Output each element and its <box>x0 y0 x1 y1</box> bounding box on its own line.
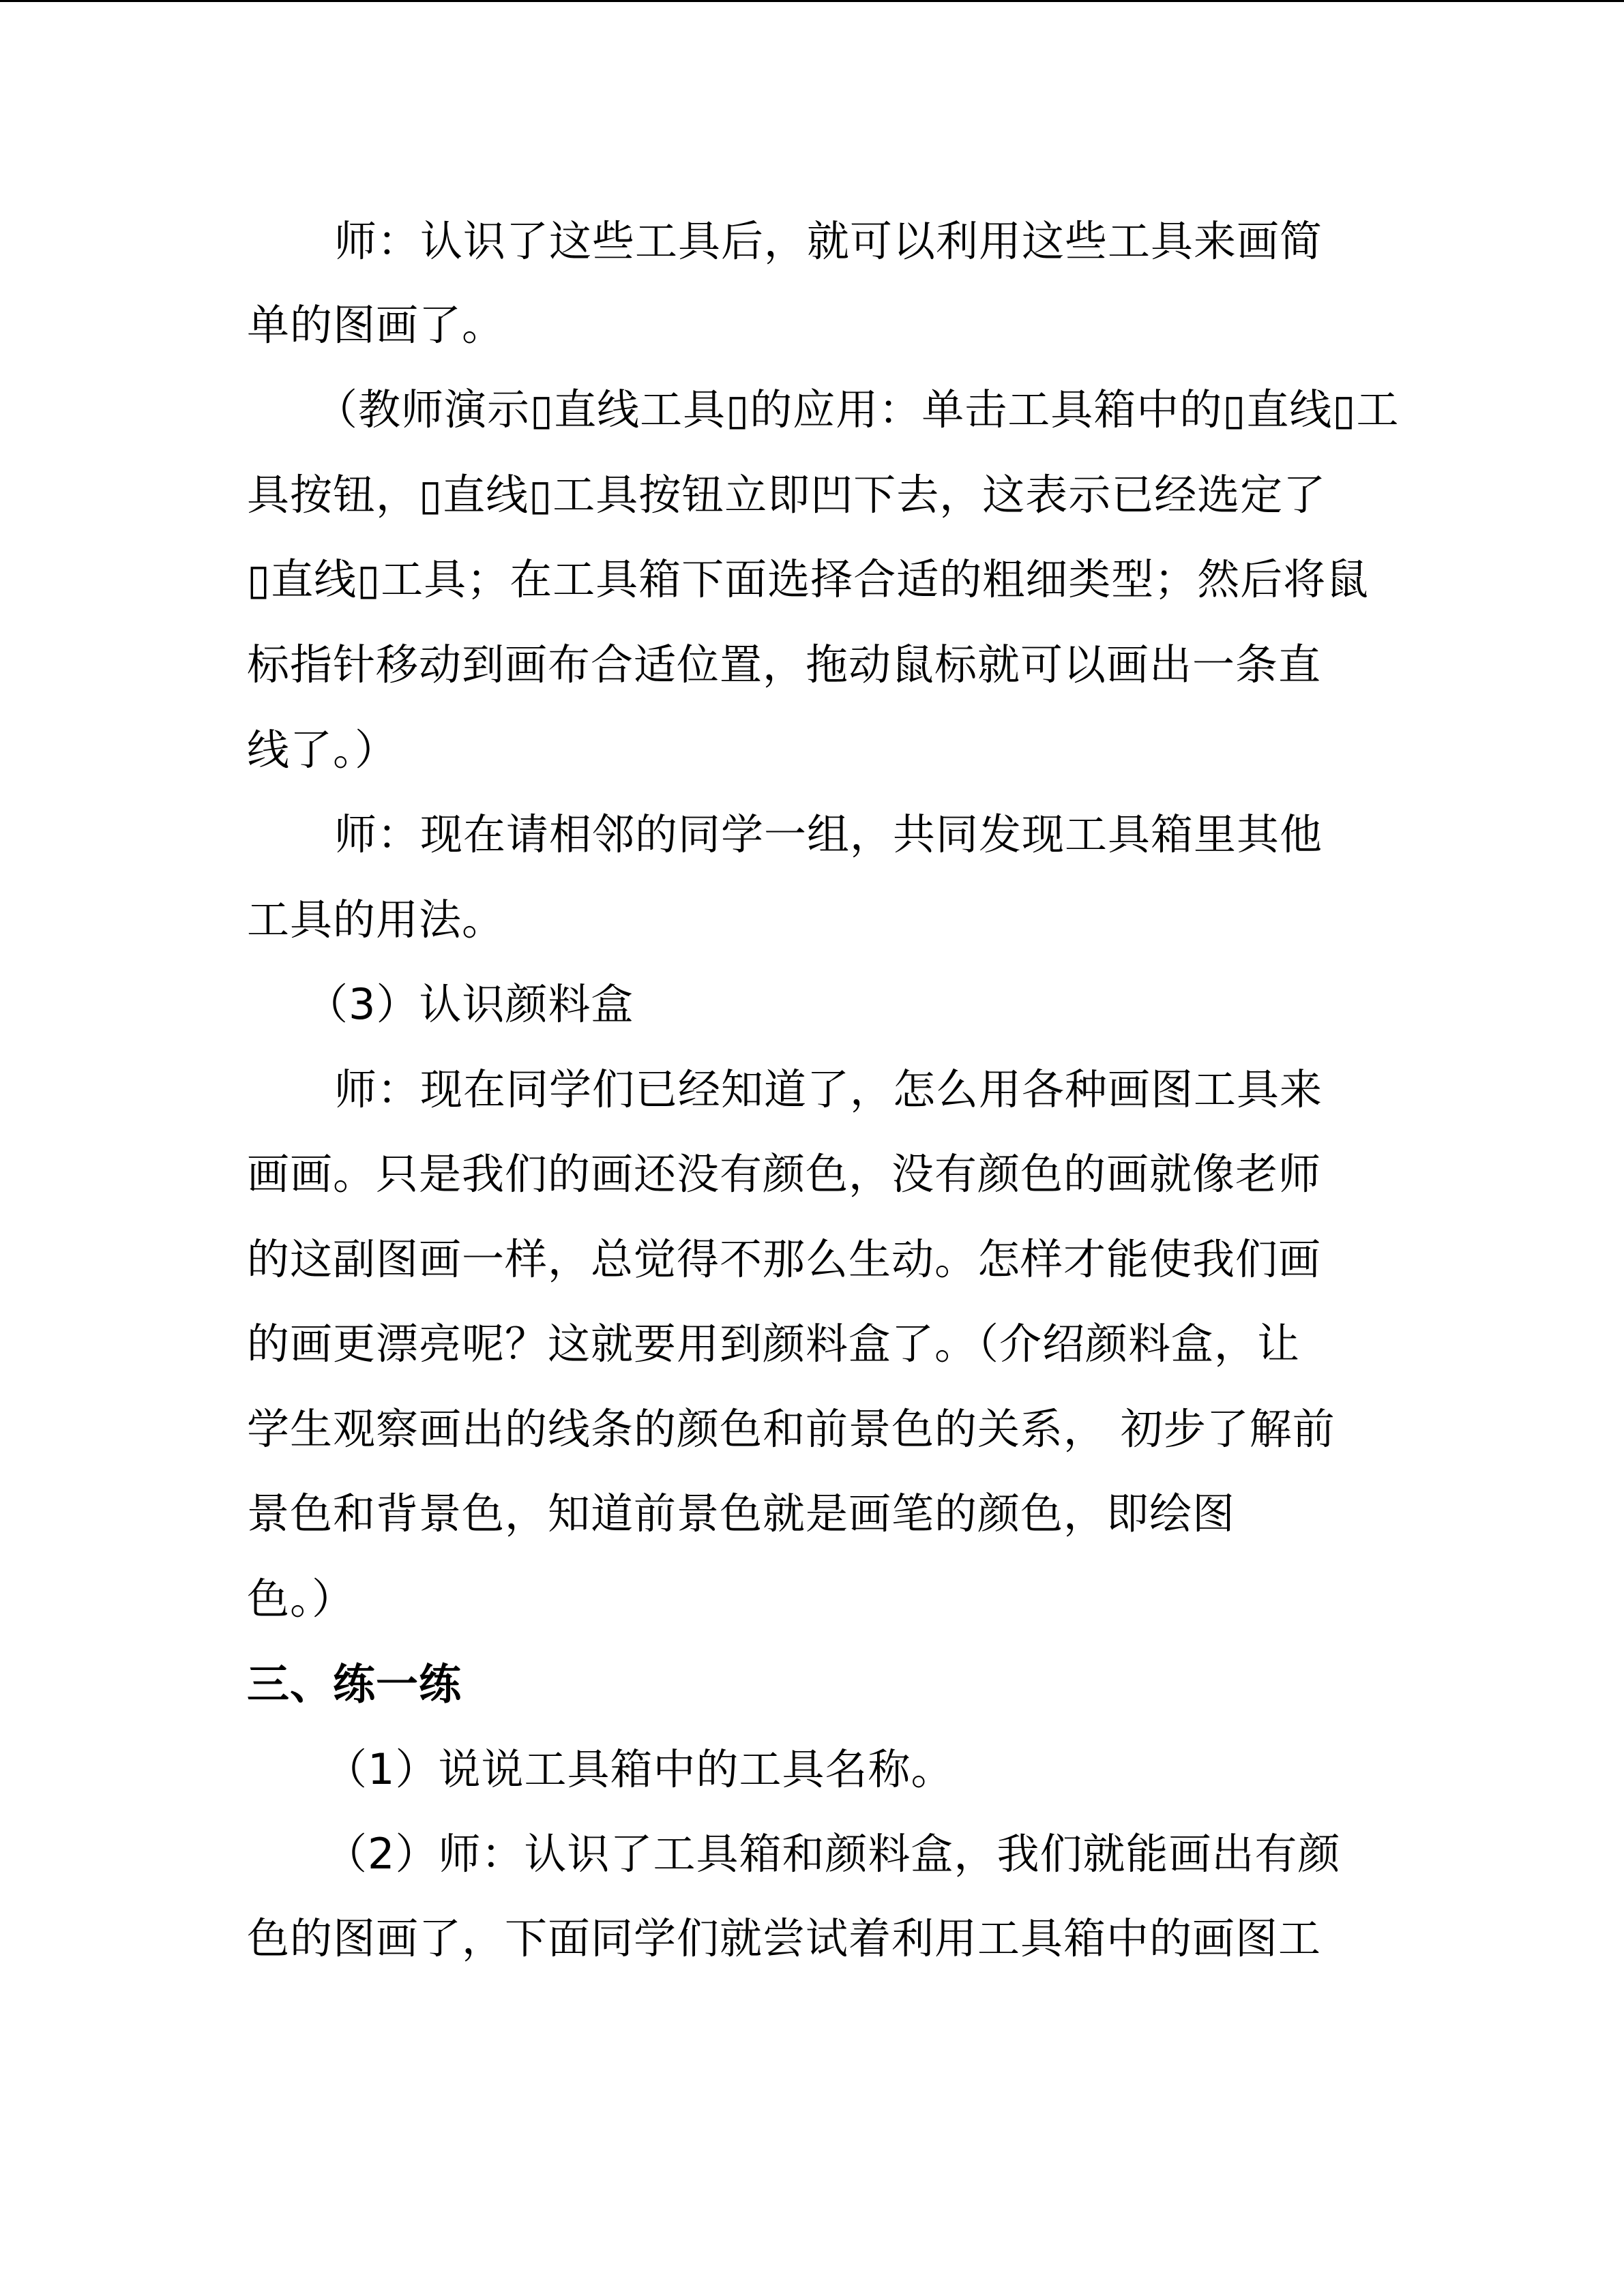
paragraph-line: 的画更漂亮呢？这就要用到颜料盒了。（介绍颜料盒，让 <box>247 1319 1301 1369</box>
paragraph-line: 的这副图画一样，总觉得不那么生动。怎样才能使我们画 <box>247 1234 1322 1284</box>
section-heading: 三、练一练 <box>247 1659 462 1709</box>
exercise-item: （2）师：认识了工具箱和颜料盒，我们就能画出有颜 <box>325 1829 1341 1879</box>
paragraph-line: 标指针移动到画布合适位置，拖动鼠标就可以画出一条直 <box>247 640 1322 689</box>
paragraph-line: 色。） <box>247 1574 355 1624</box>
paragraph-line: 景色和背景色，知道前景色就是画笔的颜色，即绘图 <box>247 1489 1236 1538</box>
paragraph-line: 工具的用法。 <box>247 895 505 944</box>
section-subheading: （3）认识颜料盒 <box>306 979 634 1029</box>
exercise-item: （1）说说工具箱中的工具名称。 <box>325 1744 954 1794</box>
paragraph-line: 色的图画了，下面同学们就尝试着利用工具箱中的画图工 <box>247 1913 1322 1963</box>
paragraph-line: 师：认识了这些工具后，就可以利用这些工具来画简 <box>334 216 1323 266</box>
paragraph-line: 画画。只是我们的画还没有颜色，没有颜色的画就像老师 <box>247 1149 1322 1199</box>
paragraph-line: 具按钮，▯直线▯工具按钮立即凹下去，这表示已经选定了 <box>247 470 1327 520</box>
paragraph-line: 单的图画了。 <box>247 300 505 350</box>
paragraph-line: 学生观察画出的线条的颜色和前景色的关系， 初步了解前 <box>247 1404 1335 1454</box>
paragraph-line: 师：现在同学们已经知道了，怎么用各种画图工具来 <box>334 1064 1323 1114</box>
paragraph-line: 线了。） <box>247 725 398 775</box>
paragraph-line: 师：现在请相邻的同学一组，共同发现工具箱里其他 <box>334 809 1323 859</box>
paragraph-line: （教师演示▯直线工具▯的应用：单击工具箱中的▯直线▯工 <box>315 385 1400 434</box>
paragraph-line: ▯直线▯工具；在工具箱下面选择合适的粗细类型；然后将鼠 <box>247 554 1370 604</box>
